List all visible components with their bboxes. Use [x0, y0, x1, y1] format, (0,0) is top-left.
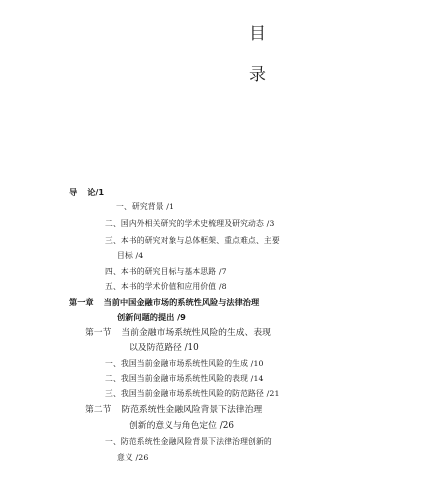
toc-entry-intro-1[interactable]: 一、研究背景 /1 — [116, 202, 175, 211]
toc-entry-section-1-item-2[interactable]: 二、我国当前金融市场系统性风险的表现 /14 — [105, 374, 264, 383]
toc-intro-page: /1 — [95, 187, 105, 197]
toc-entry-chapter-1[interactable] — [69, 296, 259, 308]
section-2-title-cont: 创新的意义与角色定位 /26 — [129, 421, 234, 431]
toc-title-char-2: 录 — [249, 65, 266, 85]
section-1-title: 当前金融市场系统性风险的生成、表现 — [121, 328, 271, 338]
toc-entry-intro-3-cont: 目标 /4 — [117, 251, 144, 260]
toc-intro-label-2: 论 — [87, 187, 96, 197]
toc-entry-intro[interactable] — [69, 186, 104, 198]
toc-entry-section-2-item-1[interactable]: 一、防范系统性金融风险背景下法律治理创新的 — [105, 437, 272, 446]
toc-entry-section-2[interactable] — [85, 404, 262, 416]
toc-entry-section-2-item-1-cont: 意义 /26 — [117, 453, 149, 462]
toc-entry-intro-5[interactable]: 五、本书的学术价值和应用价值 /8 — [105, 282, 227, 291]
chapter-1-title-cont: 创新问题的提出 /9 — [117, 312, 186, 322]
chapter-1-title: 当前中国金融市场的系统性风险与法律治理 — [103, 297, 260, 307]
section-2-title: 防范系统性金融风险背景下法律治理 — [121, 405, 263, 415]
toc-entry-intro-3[interactable]: 三、本书的研究对象与总体框架、重点难点、主要 — [105, 236, 280, 245]
chapter-1-number: 第一章 — [69, 297, 94, 307]
toc-intro-label: 导 — [69, 187, 78, 197]
toc-entry-section-1-item-3[interactable]: 三、我国当前金融市场系统性风险的防范路径 /21 — [105, 389, 280, 398]
toc-entry-section-1[interactable] — [85, 327, 271, 339]
toc-entry-intro-2[interactable]: 二、国内外相关研究的学术史梳理及研究动态 /3 — [105, 219, 275, 228]
toc-entry-intro-4[interactable]: 四、本书的研究目标与基本思路 /7 — [105, 267, 227, 276]
section-2-number: 第二节 — [85, 405, 112, 415]
toc-title-char-1: 目 — [249, 24, 266, 44]
section-1-number: 第一节 — [85, 328, 112, 338]
toc-entry-section-1-item-1[interactable]: 一、我国当前金融市场系统性风险的生成 /10 — [105, 359, 264, 368]
section-1-title-cont: 以及防范路径 /10 — [129, 343, 199, 353]
